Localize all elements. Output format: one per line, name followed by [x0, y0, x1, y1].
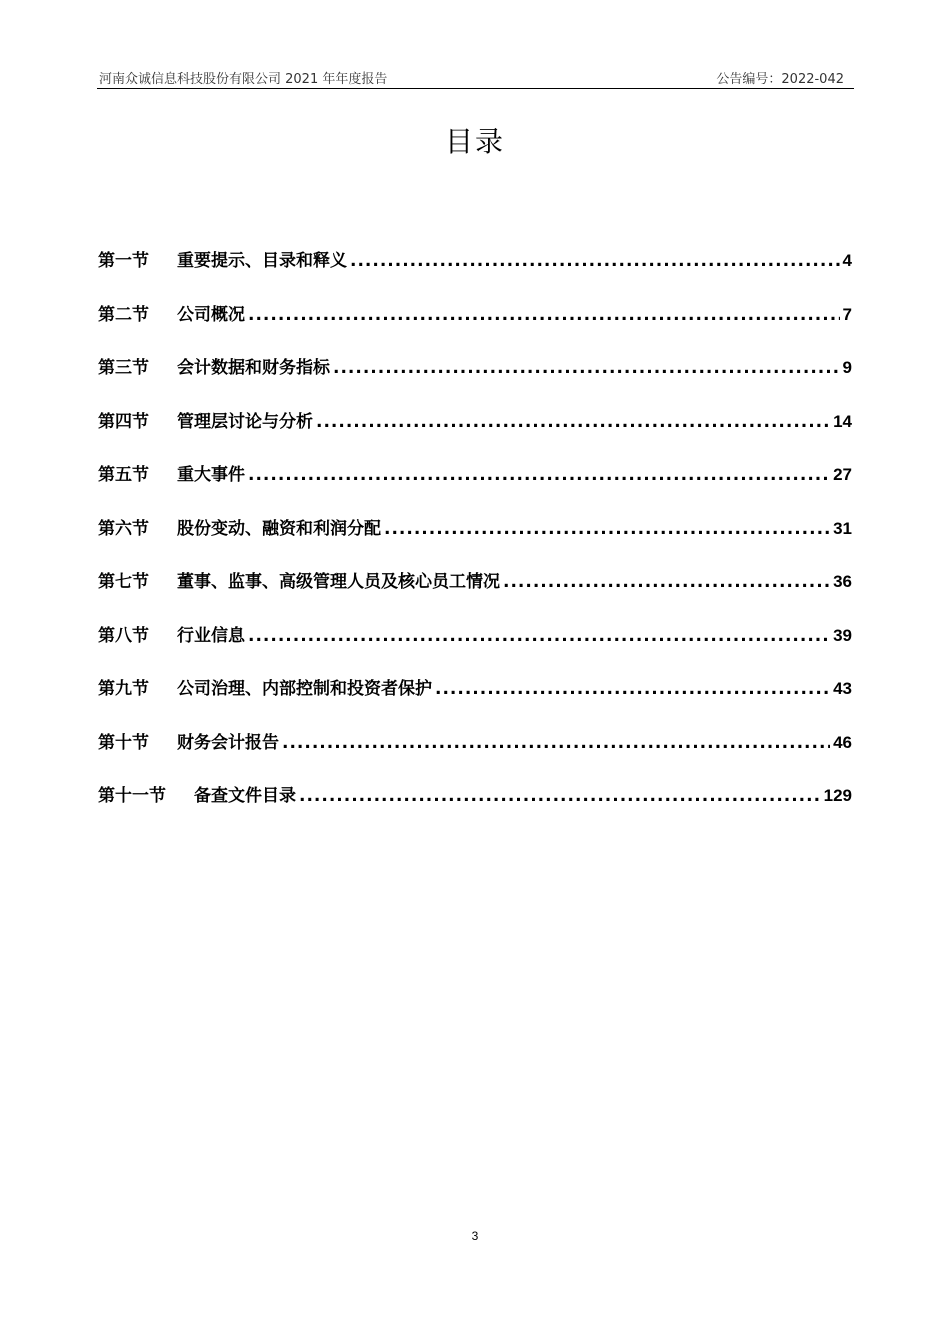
page-title: 目录 — [444, 125, 505, 158]
toc-page-number: 31 — [833, 518, 852, 538]
toc-dot-leader — [248, 465, 830, 485]
toc-page-number: 4 — [842, 251, 852, 270]
page-number: 3 — [471, 1229, 479, 1243]
toc-entry-title: 财务会计报告 — [177, 732, 279, 753]
toc-entry-title: 股份变动、融资和利润分配 — [177, 518, 381, 539]
toc-page-number: 9 — [842, 358, 852, 377]
toc-entry-5[interactable] — [98, 460, 852, 514]
toc-entry-title: 行业信息 — [177, 625, 245, 646]
toc-page-number: 7 — [842, 304, 852, 324]
toc-dot-leader — [384, 519, 830, 539]
toc-dot-leader — [248, 305, 840, 325]
toc-entry-title: 重要提示、目录和释义 — [177, 251, 347, 271]
toc-dot-leader — [435, 679, 830, 699]
toc-entry-title: 重大事件 — [177, 465, 245, 485]
toc-dot-leader — [248, 626, 830, 646]
toc-section-label: 第四节 — [98, 411, 149, 432]
toc-dot-leader — [299, 786, 821, 806]
page-header — [97, 66, 854, 89]
toc-entry-2[interactable] — [98, 300, 852, 354]
toc-dot-leader — [333, 358, 840, 378]
toc-page-number: 43 — [833, 679, 852, 698]
toc-section-label: 第六节 — [98, 518, 149, 539]
toc-entry-title: 公司概况 — [177, 304, 245, 325]
toc-dot-leader — [316, 412, 830, 432]
toc-entry-1[interactable] — [98, 246, 852, 300]
toc-section-label: 第二节 — [98, 304, 149, 325]
toc-page-number: 27 — [833, 465, 852, 484]
toc-section-label: 第七节 — [98, 572, 149, 592]
toc-entry-title: 会计数据和财务指标 — [177, 358, 330, 378]
toc-entry-title: 管理层讨论与分析 — [177, 411, 313, 432]
toc-section-label: 第五节 — [98, 465, 149, 485]
toc-page-number: 46 — [833, 732, 852, 752]
header-announcement-number: 公告编号：2022-042 — [716, 72, 844, 87]
toc-dot-leader — [282, 733, 830, 753]
toc-section-label: 第十一节 — [98, 786, 166, 806]
toc-section-label: 第三节 — [98, 358, 149, 378]
toc-page-number: 39 — [833, 625, 852, 645]
toc-entry-7[interactable] — [98, 567, 852, 621]
toc-page-number: 14 — [833, 411, 852, 431]
toc-dot-leader — [503, 572, 830, 592]
table-of-contents — [98, 246, 852, 835]
toc-entry-10[interactable] — [98, 728, 852, 782]
toc-entry-8[interactable] — [98, 621, 852, 675]
toc-entry-11[interactable] — [98, 781, 852, 835]
toc-entry-3[interactable] — [98, 353, 852, 407]
toc-page-number: 36 — [833, 572, 852, 591]
toc-entry-title: 董事、监事、高级管理人员及核心员工情况 — [177, 572, 500, 592]
toc-section-label: 第八节 — [98, 625, 149, 646]
toc-page-number: 129 — [823, 786, 852, 805]
toc-section-label: 第十节 — [98, 732, 149, 753]
toc-entry-title: 备查文件目录 — [194, 786, 296, 806]
toc-entry-6[interactable] — [98, 514, 852, 568]
toc-entry-4[interactable] — [98, 407, 852, 461]
toc-section-label: 第一节 — [98, 251, 149, 271]
toc-entry-9[interactable] — [98, 674, 852, 728]
header-company-report: 河南众诚信息科技股份有限公司 2021 年年度报告 — [99, 72, 388, 87]
toc-section-label: 第九节 — [98, 679, 149, 699]
toc-dot-leader — [350, 251, 840, 271]
toc-entry-title: 公司治理、内部控制和投资者保护 — [177, 679, 432, 699]
